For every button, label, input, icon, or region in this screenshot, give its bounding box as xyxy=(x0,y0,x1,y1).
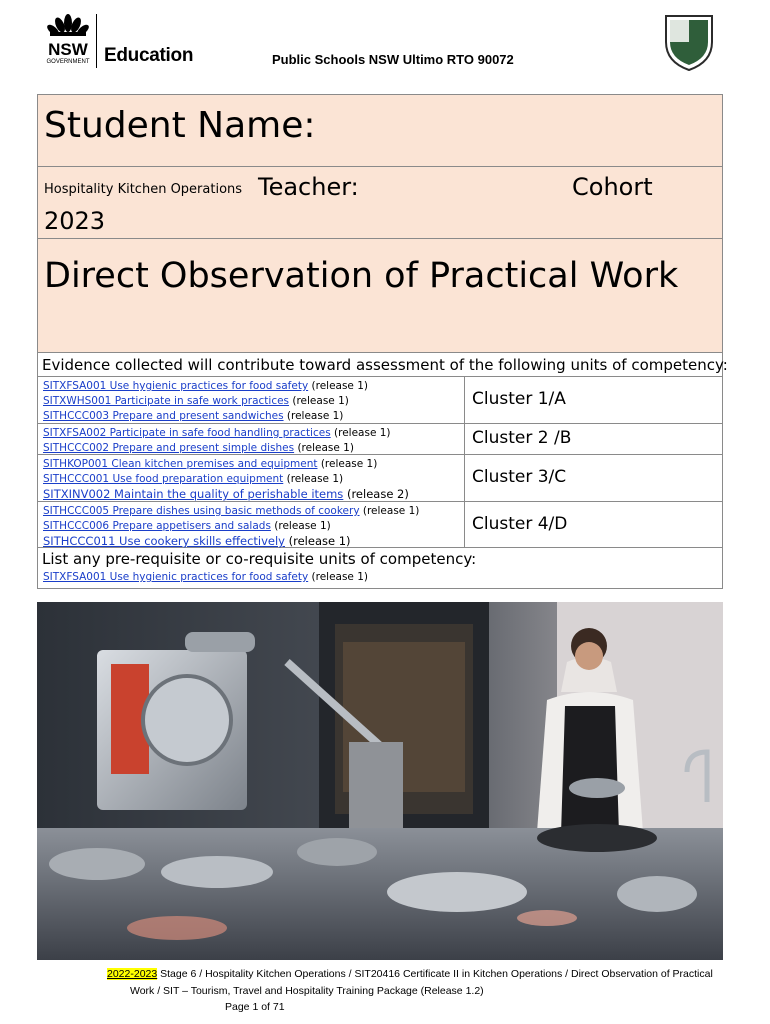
cluster-label: Cluster 1/A xyxy=(472,389,566,409)
unit-item: SITHCCC006 Prepare appetisers and salads (release 1) xyxy=(43,520,331,532)
cluster-row xyxy=(38,455,722,502)
nsw-waratah-logo xyxy=(38,10,98,66)
unit-link[interactable]: SITXFSA002 Participate in safe food handling practices xyxy=(43,427,331,439)
cluster-units xyxy=(38,455,465,501)
evidence-row xyxy=(38,353,728,377)
unit-link[interactable]: SITXFSA001 Use hygienic practices for food safety xyxy=(43,571,309,583)
document-title: Direct Observation of Practical Work xyxy=(44,256,679,296)
prerequisite-text: List any pre-requisite or co-requisite units of competency: xyxy=(42,550,477,568)
title-row xyxy=(38,239,722,353)
unit-link[interactable]: SITHCCC002 Prepare and present simple dishes xyxy=(43,442,295,454)
cluster-units xyxy=(38,502,465,547)
unit-item: SITXFSA002 Participate in safe food handling practices (release 1) xyxy=(43,427,391,439)
unit-link[interactable]: SITHCCC006 Prepare appetisers and salads xyxy=(43,520,271,532)
student-name-row xyxy=(38,95,722,167)
unit-link[interactable]: SITXWHS001 Participate in safe work practices xyxy=(43,395,290,407)
evidence-text: Evidence collected will contribute toward assessment of the following units of competency: xyxy=(42,356,728,374)
unit-item: SITXWHS001 Participate in safe work practices (release 1) xyxy=(43,395,349,407)
unit-item: SITHCCC002 Prepare and present simple dishes (release 1) xyxy=(43,442,354,454)
prerequisite-row xyxy=(38,548,722,588)
department-name: Education xyxy=(104,45,194,66)
unit-item: SITXFSA001 Use hygienic practices for food safety (release 1) xyxy=(43,380,369,392)
footer-year: 2022-2023 xyxy=(107,968,158,980)
unit-link[interactable]: SITHCCC001 Use food preparation equipment xyxy=(43,473,284,485)
cluster-label: Cluster 4/D xyxy=(472,514,568,534)
cluster-row xyxy=(38,424,722,455)
unit-link[interactable]: SITXFSA001 Use hygienic practices for food safety xyxy=(43,380,309,392)
footer-line-2: Work / SIT – Tourism, Travel and Hospitality Training Package (Release 1.2) xyxy=(130,985,484,997)
unit-item: SITHCCC001 Use food preparation equipment (release 1) xyxy=(43,473,344,485)
cluster-units xyxy=(38,377,465,423)
cluster-units xyxy=(38,424,465,454)
cluster-row xyxy=(38,502,722,548)
logo-divider xyxy=(96,14,97,68)
cluster-row xyxy=(38,377,722,424)
cluster-label: Cluster 3/C xyxy=(472,467,567,487)
page-number: Page 1 of 71 xyxy=(225,1001,285,1013)
footer-line-1 xyxy=(107,968,713,980)
unit-link[interactable]: SITHKOP001 Clean kitchen premises and equipment xyxy=(43,458,318,470)
svg-text:GOVERNMENT: GOVERNMENT xyxy=(46,59,90,65)
school-crest xyxy=(660,12,718,72)
unit-link[interactable]: SITHCCC005 Prepare dishes using basic methods of cookery xyxy=(43,505,360,517)
cluster-label: Cluster 2 /B xyxy=(472,428,572,448)
year-label: 2023 xyxy=(44,207,106,235)
unit-item: SITXFSA001 Use hygienic practices for food safety (release 1) xyxy=(43,571,369,583)
unit-item: SITHCCC003 Prepare and present sandwiches (release 1) xyxy=(43,410,344,422)
cover-table xyxy=(37,94,728,589)
unit-link[interactable]: SITHCCC011 Use cookery skills effectively xyxy=(43,534,285,548)
teacher-row xyxy=(38,167,722,239)
student-name-label: Student Name: xyxy=(44,105,316,146)
unit-item: SITHKOP001 Clean kitchen premises and equipment (release 1) xyxy=(43,458,378,470)
unit-link[interactable]: SITXINV002 Maintain the quality of perishable items xyxy=(43,487,344,501)
footer-course-path: Stage 6 / Hospitality Kitchen Operations / SIT20416 Certificate II in Kitchen Operations / Direct Observation of Practical xyxy=(157,968,713,980)
svg-text:NSW: NSW xyxy=(48,40,88,59)
unit-item: SITHCCC005 Prepare dishes using basic methods of cookery (release 1) xyxy=(43,505,420,517)
unit-item: SITXINV002 Maintain the quality of perishable items (release 2) xyxy=(43,487,409,501)
kitchen-photo xyxy=(37,602,723,960)
teacher-label: Teacher: xyxy=(258,173,359,201)
page-header xyxy=(0,0,770,80)
cohort-label: Cohort xyxy=(572,173,653,201)
unit-link[interactable]: SITHCCC003 Prepare and present sandwiches xyxy=(43,410,284,422)
kitchen-illustration xyxy=(37,602,723,960)
unit-item: SITHCCC011 Use cookery skills effectively (release 1) xyxy=(43,534,351,548)
school-name: Public Schools NSW Ultimo RTO 90072 xyxy=(272,52,514,67)
course-name: Hospitality Kitchen Operations xyxy=(44,182,243,197)
